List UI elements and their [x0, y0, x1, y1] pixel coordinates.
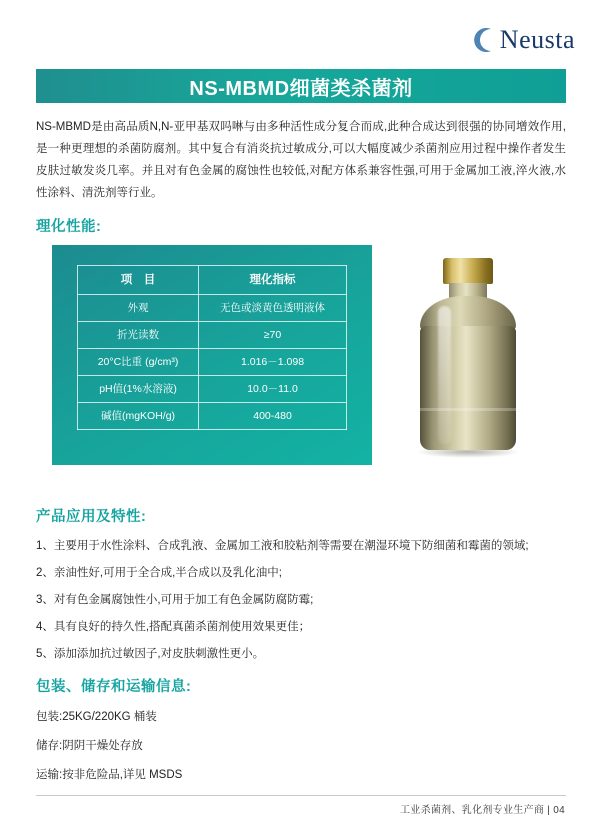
cell-item: 外观	[78, 295, 199, 322]
table-row	[78, 322, 347, 349]
table-row	[78, 295, 347, 322]
table-row	[78, 376, 347, 403]
section-heading-applications: 产品应用及特性:	[36, 509, 147, 525]
cell-value: 1.016－1.098	[199, 349, 347, 376]
product-photo	[400, 248, 540, 463]
packaging-list	[36, 703, 576, 790]
list-item: 3、对有色金属腐蚀性小,可用于加工有色金属防腐防霉;	[36, 594, 314, 606]
table-row	[78, 349, 347, 376]
cell-item: 20°C比重 (g/cm³)	[78, 349, 199, 376]
list-item: 2、亲油性好,可用于全合成,半合成以及乳化油中;	[36, 567, 282, 579]
column-header-item: 项 目	[78, 266, 199, 295]
intro-paragraph: NS-MBMD是由高品质N,N-亚甲基双吗啉与由多种活性成分复合而成,此种合成达到很强的协同增效作用,是一种更理想的杀菌防腐剂。其中复合有消炎抗过敏成分,可以大幅度减少杀菌剂应用过程中操作者发生皮肤过敏发炎几率。并且对有色金属的腐蚀性也较低,对配方体系兼容性强,可用于金属加工液,淬火液,水性涂料、清洗剂等行业。	[36, 121, 566, 199]
cell-item: 碱值(mgKOH/g)	[78, 403, 199, 430]
bottle-shoulder	[420, 296, 516, 330]
cell-value: 无色或淡黄色透明液体	[199, 295, 347, 322]
bottle-illustration	[412, 258, 524, 453]
bottle-cap	[443, 258, 493, 284]
section-heading-packaging: 包装、储存和运输信息:	[36, 679, 192, 695]
brand-name: Neusta	[499, 25, 575, 54]
cell-item: pH值(1%水溶液)	[78, 376, 199, 403]
bottle-liquid-line	[420, 408, 516, 411]
list-item: 包装:25KG/220KG 桶装	[36, 711, 157, 723]
page-title: NS-MBMD细菌类杀菌剂	[189, 77, 413, 100]
spec-table	[77, 265, 347, 430]
page-number: 04	[553, 805, 565, 816]
double-crescent-logo-icon	[458, 20, 498, 60]
table-row	[78, 403, 347, 430]
column-header-value: 理化指标	[199, 266, 347, 295]
applications-list	[36, 533, 576, 668]
list-item: 4、具有良好的持久性,搭配真菌杀菌剂使用效果更佳；	[36, 621, 311, 633]
bottle-highlight	[438, 306, 451, 444]
footer-text: 工业杀菌剂、乳化剂专业生产商	[399, 805, 545, 816]
brand-logo	[458, 18, 575, 62]
cell-value: ≥70	[199, 322, 347, 349]
table-header-row	[78, 266, 347, 295]
cell-value: 400-480	[199, 403, 347, 430]
footer	[400, 801, 565, 816]
list-item: 5、添加添加抗过敏因子,对皮肤刺激性更小。	[36, 648, 265, 660]
cell-value: 10.0－11.0	[199, 376, 347, 403]
footer-divider	[36, 795, 566, 796]
footer-separator: |	[547, 805, 551, 816]
list-item: 运输:按非危险品,详见 MSDS	[36, 769, 183, 781]
list-item: 储存:阴阴干燥处存放	[36, 740, 143, 752]
section-heading-physchem: 理化性能:	[36, 219, 102, 235]
cell-item: 折光读数	[78, 322, 199, 349]
bottle-body	[420, 326, 516, 450]
spec-panel	[52, 245, 372, 465]
list-item: 1、主要用于水性涂料、合成乳液、金属加工液和胶粘剂等需要在潮湿环境下防细菌和霉菌的领域;	[36, 540, 529, 552]
title-banner	[36, 69, 566, 103]
